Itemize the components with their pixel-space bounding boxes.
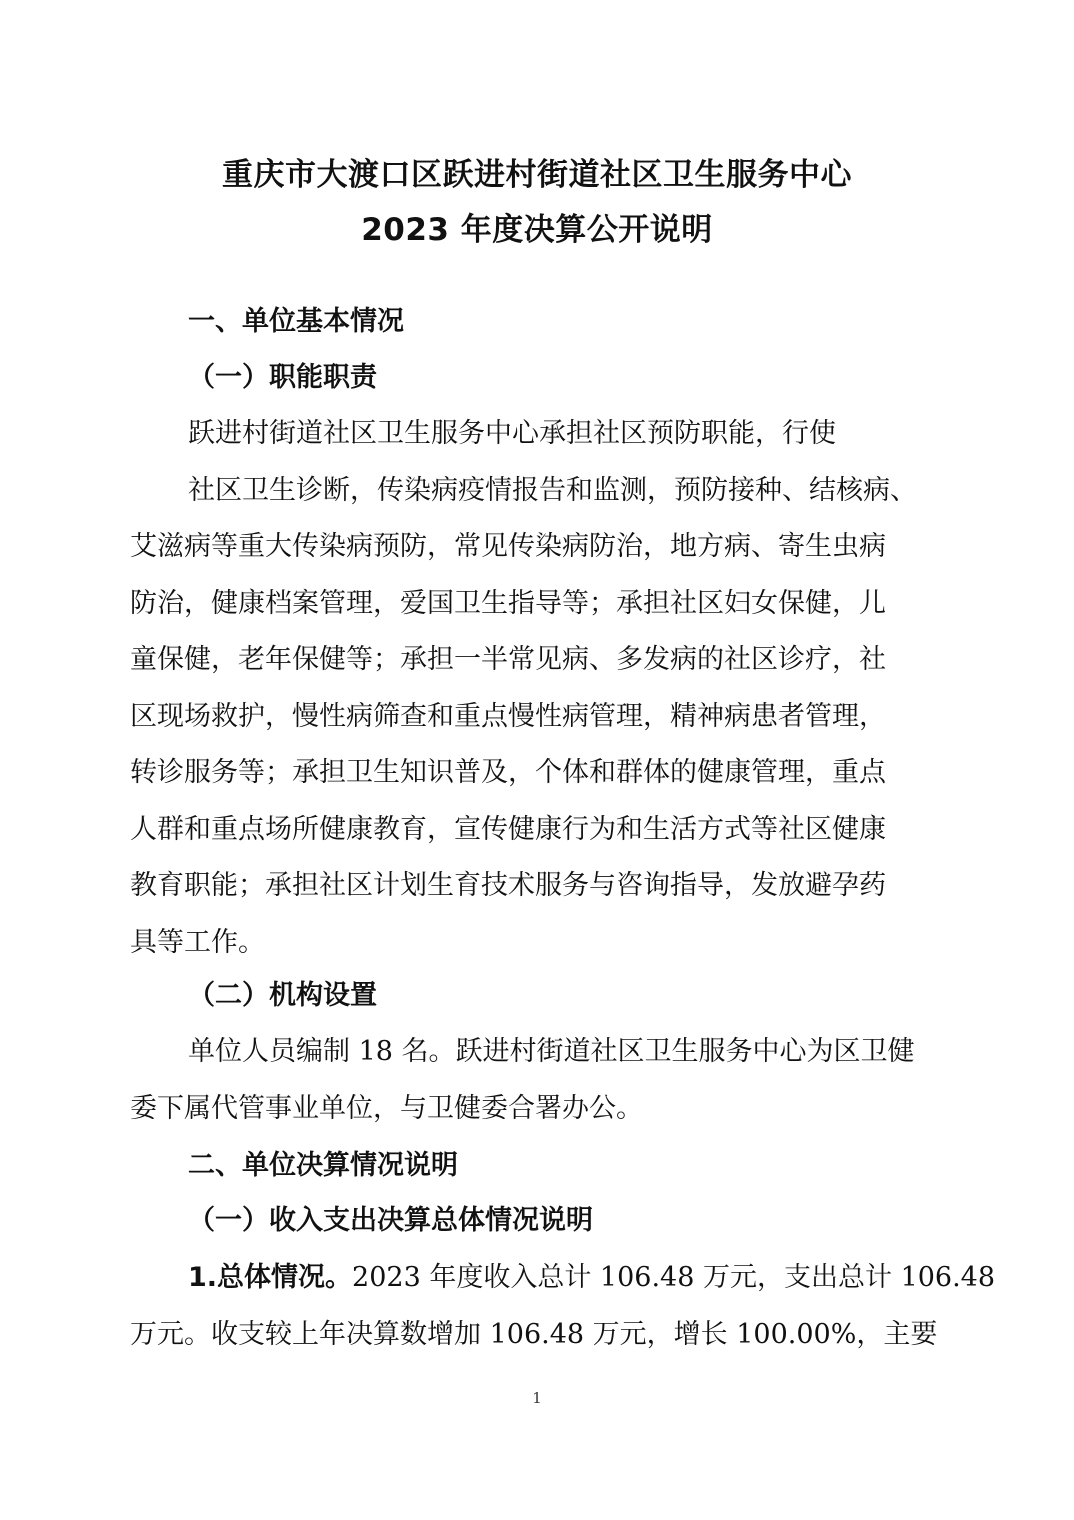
paragraph-line: 防治，健康档案管理，爱国卫生指导等；承担社区妇女保健，儿: [130, 587, 886, 619]
paragraph-line: 艾滋病等重大传染病预防，常见传染病防治，地方病、寄生虫病: [130, 531, 886, 562]
section-heading-final-accounts: 二、单位决算情况说明: [188, 1150, 458, 1181]
page-number: 1: [532, 1389, 542, 1407]
document-title-line2: 2023 年度决算公开说明: [361, 212, 713, 248]
subheading-functions-duties: （一）职能职责: [188, 362, 377, 393]
organization-setup-paragraph: [130, 1024, 944, 1137]
document-title-line1: 重庆市大渡口区跃进村街道社区卫生服务中心: [222, 157, 852, 193]
paragraph-line: 童保健，老年保健等；承担一半常见病、多发病的社区诊疗，社: [130, 644, 886, 675]
paragraph-line: 社区卫生诊断，传染病疫情报告和监测，预防接种、结核病、: [188, 474, 917, 506]
paragraph-line: 教育职能；承担社区计划生育技术服务与咨询指导，发放避孕药: [130, 870, 886, 901]
paragraph-line: 单位人员编制 18 名。跃进村街道社区卫生服务中心为区卫健: [188, 1036, 915, 1067]
functions-duties-paragraph: [130, 406, 944, 971]
paragraph-line: [130, 1250, 996, 1307]
overall-situation-paragraph: [130, 1250, 996, 1363]
paragraph-line: 万元。收支较上年决算数增加 106.48 万元，增长 100.00%，主要: [130, 1318, 938, 1350]
overall-situation-lead: 1.总体情况。: [188, 1262, 353, 1293]
subheading-organization-setup: （二）机构设置: [188, 980, 377, 1011]
paragraph-line: 具等工作。: [130, 926, 265, 958]
paragraph-line: 委下属代管事业单位，与卫健委合署办公。: [130, 1092, 643, 1124]
paragraph-line: 人群和重点场所健康教育，宣传健康行为和生活方式等社区健康: [130, 813, 886, 845]
overall-situation-text: 2023 年度收入总计 106.48 万元，支出总计 106.48: [352, 1262, 996, 1293]
paragraph-line: 转诊服务等；承担卫生知识普及，个体和群体的健康管理，重点: [130, 757, 886, 788]
subheading-income-expenditure-overview: （一）收入支出决算总体情况说明: [188, 1205, 593, 1236]
paragraph-line: 区现场救护，慢性病筛查和重点慢性病管理，精神病患者管理，: [130, 700, 886, 732]
paragraph-line: 跃进村街道社区卫生服务中心承担社区预防职能，行使: [188, 418, 836, 449]
section-heading-unit-basic-info: 一、单位基本情况: [188, 306, 404, 337]
